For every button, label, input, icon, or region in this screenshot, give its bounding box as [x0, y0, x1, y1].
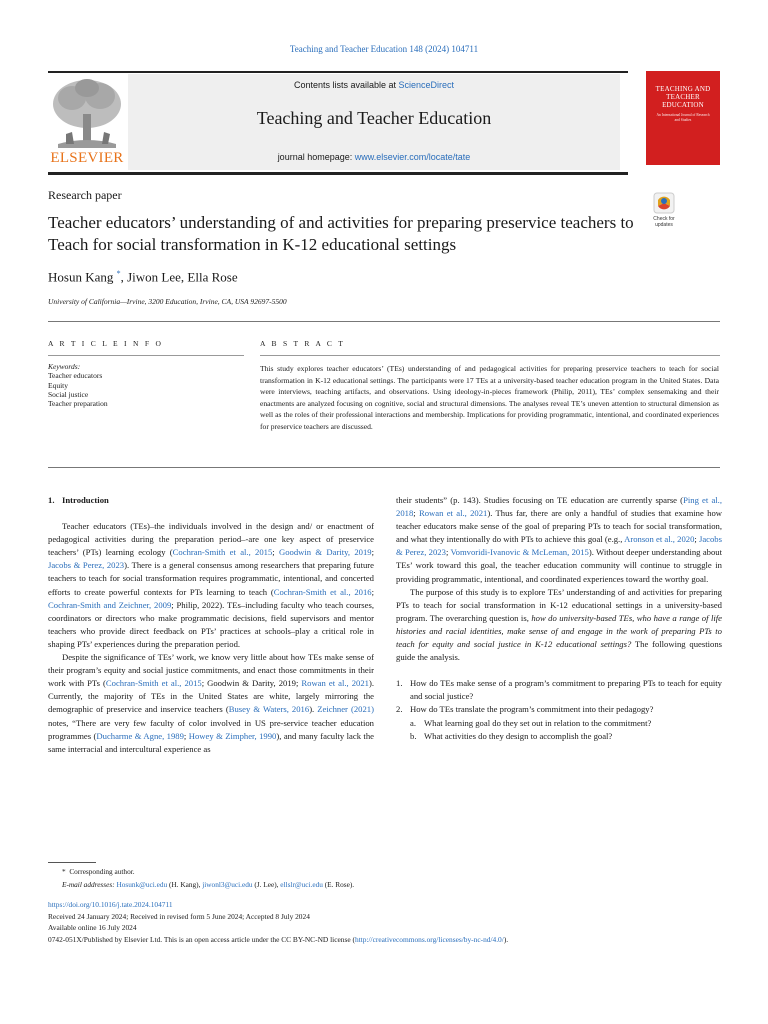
author-name[interactable]: Jiwon Lee	[127, 269, 181, 285]
author-name[interactable]: Hosun Kang	[48, 269, 114, 285]
question-text: How do TEs make sense of a program’s commitment to preparing PTs to teach for equity and social justice?	[410, 678, 722, 702]
affiliation: University of California—Irvine, 3200 Education, Irvine, CA, USA 92697-5500	[48, 297, 287, 306]
contents-line	[128, 80, 620, 90]
text-run: Teacher educators (TEs)–the individuals involved in the design and/ or enactment of pedagogical activities during the preparation period–-are one key aspect of preservice teachers’ (PTs) learning ecology (	[48, 521, 374, 558]
question-number: 2.	[396, 704, 403, 715]
citation-link[interactable]: Ducharme & Agne, 1989	[96, 730, 184, 741]
elsevier-logo[interactable]	[48, 74, 126, 170]
article-info-label: A R T I C L E I N F O	[48, 339, 164, 348]
check-for-updates-badge[interactable]	[648, 192, 680, 232]
text-run: (E. Rose).	[322, 880, 355, 889]
subquestion-letter: b.	[410, 730, 417, 741]
citation-link[interactable]: Cochran-Smith et al., 2016	[273, 586, 372, 597]
doi-link[interactable]: https://doi.org/10.1016/j.tate.2024.104711	[48, 900, 173, 909]
citation-link[interactable]: Goodwin & Darity, 2019	[278, 547, 372, 558]
research-question	[396, 703, 722, 742]
text-run: ;	[413, 508, 419, 519]
citation-link[interactable]: Aronson et al., 2020	[624, 534, 695, 545]
keyword: Teacher preparation	[48, 399, 108, 409]
text-run: Despite the significance of TEs’ work, we know very little about how TEs make sense of their program’s equity and social justice commitments, and enact those commitments in their work with PTs (	[48, 652, 374, 689]
cover-subtitle: An International Journal of Research and Studies	[656, 113, 710, 122]
footnotes	[48, 865, 720, 891]
footnote-rule	[48, 862, 96, 863]
text-run: their students” (p. 143). Studies focusing on TE education are currently sparse (	[396, 495, 684, 505]
subquestion-letter: a.	[410, 717, 416, 728]
section-heading	[48, 494, 374, 507]
text-run: ;	[694, 534, 699, 545]
citation-link[interactable]: Vomvoridi-Ivanovic & McLeman, 2015	[450, 547, 589, 558]
email-link[interactable]: ellslr@uci.edu	[280, 880, 323, 889]
keyword: Social justice	[48, 389, 89, 399]
text-run: ).	[309, 704, 318, 715]
email-link[interactable]: Hosunk@uci.edu	[116, 880, 168, 889]
contents-prefix: Contents lists available at	[293, 80, 399, 90]
header-rule-top	[48, 71, 628, 73]
author-name[interactable]: Ella Rose	[187, 269, 238, 285]
check-for-updates-label: Check for updates	[653, 216, 675, 228]
corresponding-footnote	[48, 865, 720, 878]
footnote-text: Corresponding author.	[69, 867, 135, 876]
email-link[interactable]: jiwonl3@uci.edu	[202, 880, 253, 889]
keyword: Teacher educators	[48, 371, 103, 381]
sub-question	[410, 730, 722, 743]
research-questions	[396, 677, 722, 742]
elsevier-wordmark: ELSEVIER	[50, 150, 124, 166]
citation-link[interactable]: Busey & Waters, 2016	[228, 704, 310, 715]
text-run: (J. Lee),	[252, 880, 281, 889]
text-run: ). Currently, the majority of TEs in the United States are white, largely mirroring the demographic of preservice and inservice teachers (	[48, 678, 374, 715]
citation-link[interactable]: Ping et al., 2018	[396, 495, 722, 519]
citation-link[interactable]: Cochran-Smith et al., 2015	[172, 547, 273, 558]
publication-info	[48, 899, 720, 945]
text-run: ). Without deeper understanding about TEs’ work toward this goal, the teacher education community will continue to struggle in providing programmatic, intentional, and coordinated experiences toward the worthy goal.	[396, 547, 722, 584]
sciencedirect-link[interactable]: ScienceDirect	[398, 80, 455, 90]
text-run: ; Philip, 2022). TEs–including faculty who teach courses, coordinators or directors who make programmatic decisions, field supervisors and mentor teachers who provide direct feedback on PTs’ practices at schools–play a critical role in shaping PTs’ experiences during the preparation period.	[48, 599, 374, 649]
section-title: Introduction	[62, 495, 109, 505]
text-run: ; Goodwin & Darity, 2019;	[201, 678, 302, 689]
citation-link[interactable]: Jacobs & Perez, 2023	[396, 534, 722, 558]
author-list: Hosun Kang *, Jiwon Lee, Ella Rose	[48, 269, 238, 285]
body-column-right	[396, 494, 722, 743]
received-dates: Received 24 January 2024; Received in revised form 5 June 2024; Accepted 8 July 2024	[48, 911, 310, 921]
subquestion-text: What learning goal do they set out in relation to the commitment?	[424, 717, 652, 728]
article-type: Research paper	[48, 188, 122, 202]
paragraph	[396, 494, 722, 586]
journal-homepage-link[interactable]: www.elsevier.com/locate/tate	[354, 152, 471, 162]
journal-cover[interactable]	[646, 71, 720, 165]
citation-link[interactable]: Jacobs & Perez, 2023	[48, 560, 125, 571]
license-link[interactable]: http://creativecommons.org/licenses/by-nc-nd/4.0/	[354, 934, 504, 944]
text-run: The purpose of this study is to explore TEs’ understanding of and activities for preparing PTs to teach for social transformation in K-12 educational settings in a university-based program. The overarching question is,	[396, 586, 722, 623]
abstract-text: This study explores teacher educators’ (TEs) understanding of and pedagogical activities for preparing preservice teachers to teach for social transformation in K-12 educational settings. The participants were 17 TEs at a university-based teacher education program in the United States. Data were interviews, teaching artifacts, and observations. Using ideology-in-pieces framework (Philip, 2011), TEs’ complex sensemaking and their enactments are analyzed focusing on cognitive, social and structural dimensions. The analyses reveal TE’s uneven attention to structural dimension as well as the roles of their professional interactions and membership. Implications for providing programmatic, intentional, and coordinated experiences for preservice teachers are discussed.	[260, 364, 719, 431]
text-run: ;	[272, 547, 279, 558]
text-run: ;	[183, 730, 189, 741]
citation-link[interactable]: Cochran-Smith et al., 2015	[105, 678, 202, 689]
header-rule-bottom	[48, 172, 628, 175]
citation-link[interactable]: Rowan et al., 2021	[301, 678, 369, 689]
text-run: (H. Kang),	[167, 880, 203, 889]
homepage-prefix: journal homepage:	[277, 152, 355, 162]
question-text: How do TEs translate the program’s commitment into their pedagogy?	[410, 704, 654, 715]
keyword: Equity	[48, 380, 68, 390]
email-label: E-mail addresses:	[62, 880, 115, 889]
check-for-updates-icon	[653, 192, 675, 214]
journal-reference[interactable]: Teaching and Teacher Education 148 (2024) 104711	[289, 44, 479, 54]
text-run: ). Thus far, there are only a handful of studies that examine how teacher educators make sense of the goal of preparing PTs to teach for social transformation, and what they intentionally do with PTs to achieve this goal (e.g.,	[396, 508, 722, 545]
abstract-label: A B S T R A C T	[260, 339, 346, 348]
citation-link[interactable]: Howey & Zimpher, 1990	[188, 730, 277, 741]
research-question-italic: how do university-based TEs, who have a range of life histories and racial identities, make sense of and engage in the work of preparing PTs to teach for equity and social justice in K-12 educational settings?	[396, 612, 722, 650]
homepage-line	[128, 152, 620, 162]
article-info-rule	[48, 355, 244, 356]
article-title: Teacher educators’ understanding of and activities for preparing preservice teachers to Teach for social transformation in K-12 educational settings	[48, 213, 634, 254]
research-question	[396, 677, 722, 703]
text-run: ). There is a general consensus among researchers that preparing future teachers to teach for social transformation requires programmatic, intentional, and concerted efforts to create powerful contexts for PTs learning to teach (	[48, 560, 374, 597]
keywords-block	[48, 362, 244, 408]
paragraph	[48, 520, 374, 651]
section-divider	[48, 467, 720, 468]
paragraph	[396, 586, 722, 665]
corresponding-mark[interactable]: *	[116, 269, 121, 278]
section-divider	[48, 321, 720, 322]
text-run: The following questions guide the analysis.	[396, 639, 722, 663]
citation-link[interactable]: Cochran-Smith and Zeichner, 2009	[48, 599, 172, 610]
text-run: ;	[371, 547, 374, 558]
journal-title: Teaching and Teacher Education	[256, 108, 492, 128]
text-run: ), and many faculty lack the same interracial and intercultural experience as	[48, 730, 374, 754]
citation-link[interactable]: Zeichner (2021)	[317, 704, 374, 715]
text-run: ;	[371, 586, 375, 597]
online-date: Available online 16 July 2024	[48, 923, 137, 933]
paragraph	[48, 651, 374, 756]
email-footnote	[48, 878, 720, 891]
text-run: notes, “There are very few faculty of color involved in US pre-service teacher education programmes (	[48, 717, 374, 741]
question-number: 1.	[396, 678, 403, 689]
text-run: ;	[445, 547, 451, 558]
citation-link[interactable]: Rowan et al., 2021	[418, 508, 488, 519]
footnote-mark: *	[62, 867, 66, 876]
keywords-heading: Keywords:	[48, 362, 81, 371]
cover-title: TEACHING AND TEACHER EDUCATION	[655, 85, 711, 109]
sub-question	[410, 717, 722, 730]
body-column-left	[48, 494, 374, 756]
text-run: 0742-051X/Published by Elsevier Ltd. This is an open access article under the CC BY-NC-ND license (	[48, 934, 355, 944]
license-line	[48, 934, 720, 946]
text-run: ).	[503, 934, 509, 944]
section-number: 1.	[48, 495, 55, 505]
subquestion-text: What activities do they design to accomplish the goal?	[424, 730, 613, 741]
abstract-rule	[260, 355, 720, 356]
